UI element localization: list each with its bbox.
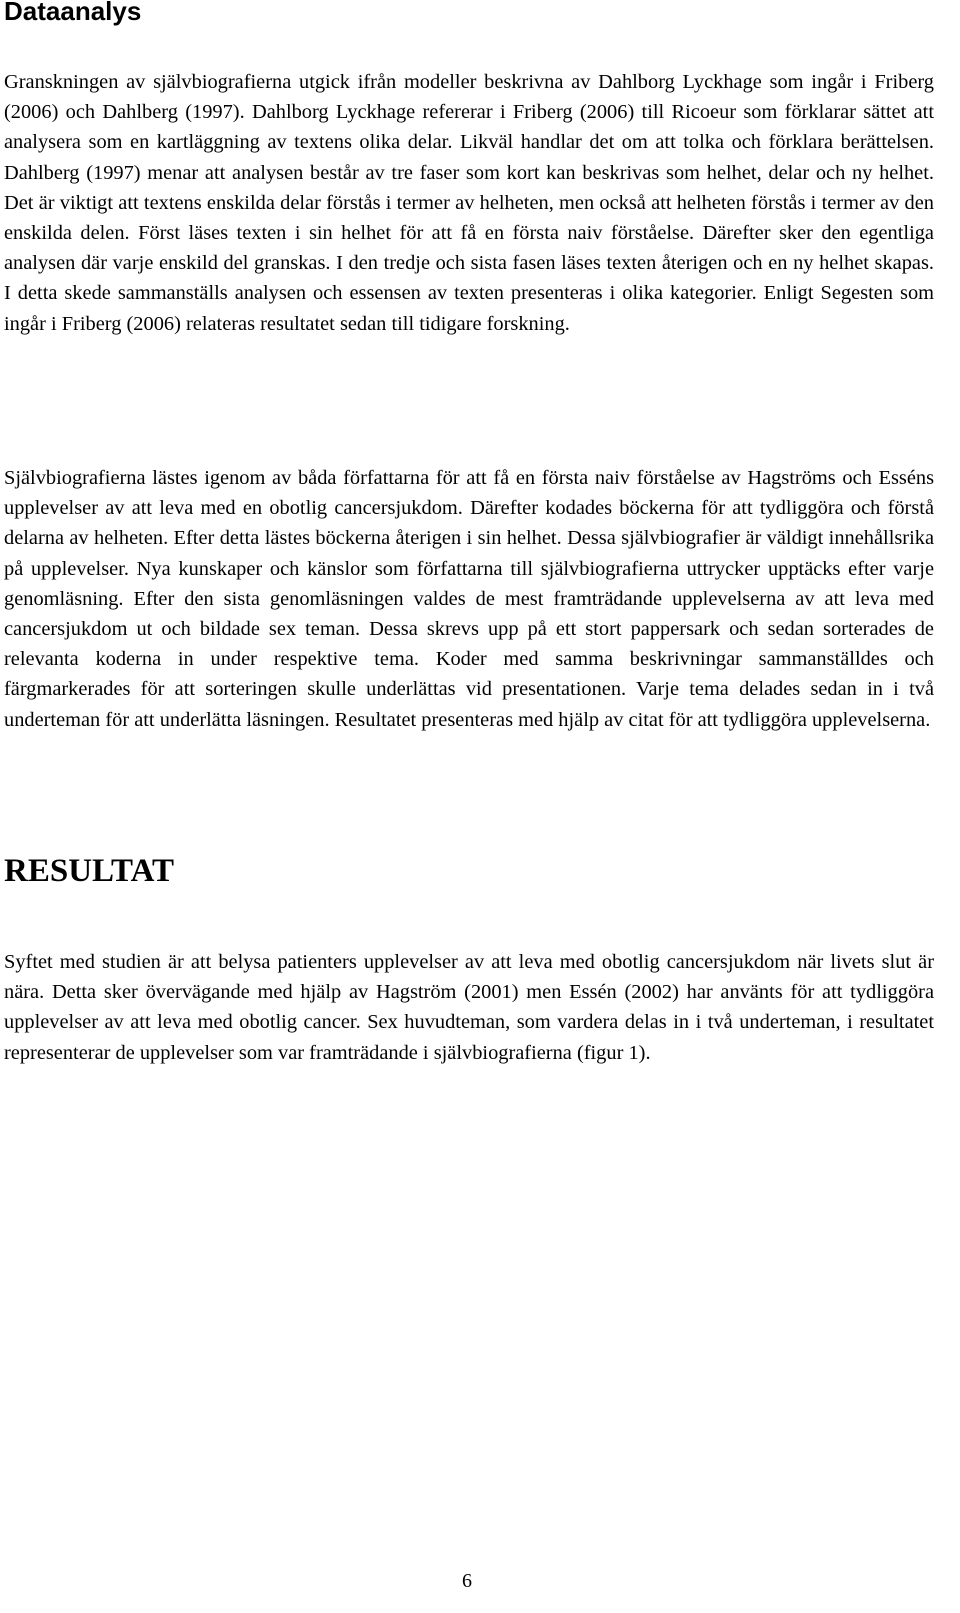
section-heading-resultat: RESULTAT (4, 853, 174, 889)
paragraph-results-intro: Syftet med studien är att belysa patienters upplevelser av att leva med obotlig cancersjukdom när livets slut är nära. Detta sker övervägande med hjälp av Hagström (2001) men Essén (2002) har använts för att tydliggöra upplevelser av att leva med obotlig cancer. Sex huvudteman, som vardera delas in i två underteman, i resultatet representerar de upplevelser som var framträdande i självbiografierna (figur 1). (4, 951, 934, 1064)
paragraph-analysis-method: Granskningen av självbiografierna utgick ifrån modeller beskrivna av Dahlborg Lyckhage som ingår i Friberg (2006) och Dahlberg (1997). Dahlborg Lyckhage refererar i Friberg (2006) till Ricoeur som förklarar sättet att analysera som en kartläggning av textens olika delar. Likväl handlar det om att tolka och förklara berättelsen. Dahlberg (1997) menar att analysen består av tre faser som kort kan beskrivas som helhet, delar och ny helhet. Det är viktigt att textens enskilda delar förstås i termer av helheten, men också att helheten förstås i termer av den enskilda delen. Först läses texten i sin helhet för att få en första naiv förståelse. Därefter sker den egentliga analysen där varje enskild del granskas. I den tredje och sista fasen läses texten återigen och en ny helhet skapas. I detta skede sammanställs analysen och essensen av texten presenteras i olika kategorier. Enligt Segesten som ingår i Friberg (2006) relateras resultatet sedan till tidigare forskning. (4, 71, 934, 335)
paragraph-analysis-procedure: Självbiografierna lästes igenom av båda författarna för att få en första naiv förståelse av Hagströms och Esséns upplevelser av att leva med en obotlig cancersjukdom. Därefter kodades böckerna för att tydliggöra och förstå delarna av helheten. Efter detta lästes böckerna återigen i sin helhet. Dessa självbiografier är väldigt innehållsrika på upplevelser. Nya kunskaper och känslor som författarna till självbiografierna uttrycker upptäcks efter varje genomläsning. Efter den sista genomläsningen valdes de mest framträdande upplevelserna av att leva med cancersjukdom ut och bildade sex teman. Dessa skrevs upp på ett stort pappersark och sedan sorterades de relevanta koderna in under respektive tema. Koder med samma beskrivningar sammanställdes och färgmarkerades för att sorteringen skulle underlättas vid presentationen. Varje tema delades sedan in i två underteman för att underlätta läsningen. Resultatet presenteras med hjälp av citat för att tydliggöra upplevelserna. (4, 467, 934, 731)
page-number: 6 (462, 1570, 472, 1592)
section-heading-dataanalys: Dataanalys (4, 0, 142, 26)
